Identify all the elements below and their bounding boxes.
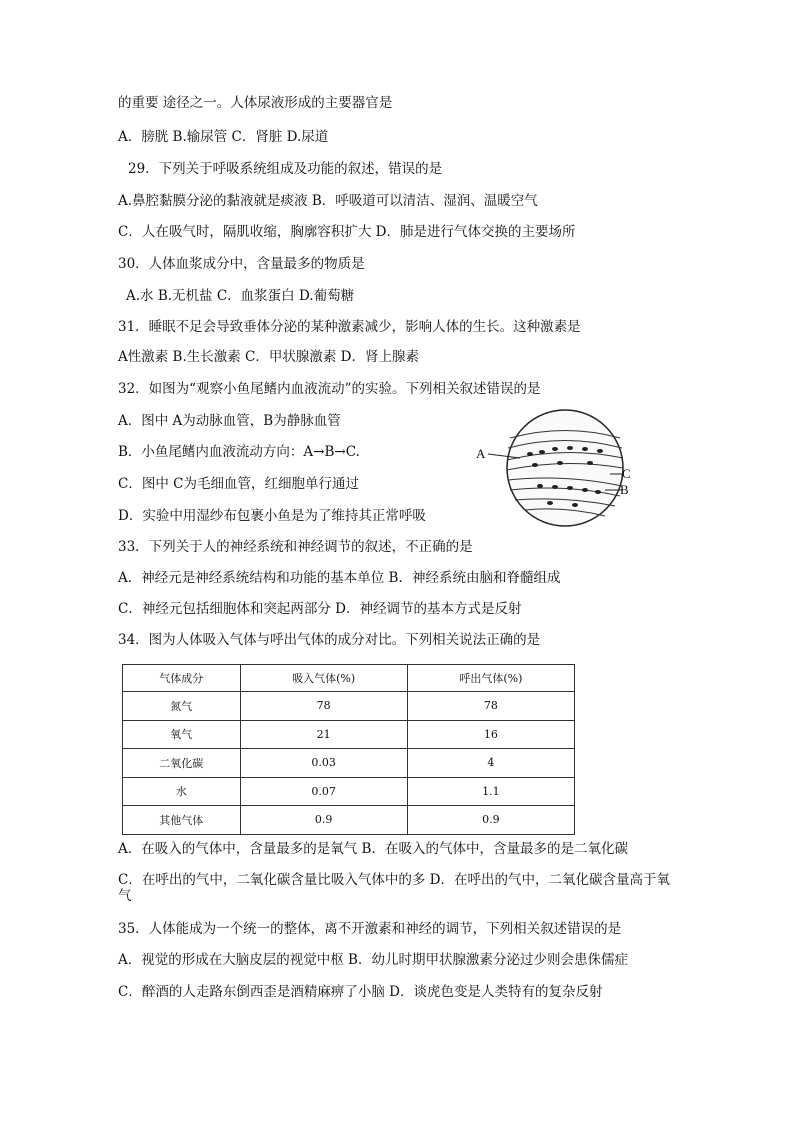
question-line: C．人在吸气时，隔肌收缩，胸廓容积扩大 D．肺是进行气体交换的主要场所 <box>118 224 576 240</box>
table-row <box>123 749 575 778</box>
table-row <box>123 777 575 806</box>
table-header-row <box>123 665 575 692</box>
question-line: 32．如图为“观察小鱼尾鳍内血液流动”的实验。下列相关叙述错误的是 <box>118 381 541 397</box>
table-header: 气体成分 <box>123 665 241 692</box>
question-line: A．神经元是神经系统结构和功能的基本单位 B．神经系统由脑和脊髓组成 <box>118 570 561 586</box>
table-cell: 1.1 <box>407 777 574 806</box>
question-line: C．在呼出的气中，二氧化碳含量比吸入气体中的多 D．在呼出的气中，二氧化碳含量高于氧气 <box>118 872 670 904</box>
table-row <box>123 720 575 749</box>
question-line: 33．下列关于人的神经系统和神经调节的叙述，不正确的是 <box>118 539 473 555</box>
figure-label-c: C <box>622 466 631 481</box>
question-line: A．在吸入的气体中，含量最多的是氧气 B．在吸入的气体中，含量最多的是二氧化碳 <box>118 841 628 857</box>
question-line: 的重要 途径之一。人体尿液形成的主要器官是 <box>118 95 393 111</box>
question-line: B．小鱼尾鳍内血液流动方向：A→B→C. <box>118 444 360 460</box>
question-line: 31．睡眠不足会导致垂体分泌的某种激素减少，影响人体的生长。这种激素是 <box>118 319 581 335</box>
table-header: 吸入气体(%) <box>240 665 407 692</box>
fish-tail-blood-flow-figure <box>470 408 640 528</box>
table-row <box>123 692 575 721</box>
table-cell: 二氧化碳 <box>123 749 241 778</box>
figure-label-b: B <box>620 482 629 497</box>
gas-composition-table <box>122 664 575 835</box>
question-line: A．图中 A为动脉血管，B为静脉血管 <box>118 413 341 429</box>
question-line: A.鼻腔黏膜分泌的黏液就是痰液 B．呼吸道可以清洁、湿润、温暖空气 <box>118 193 538 209</box>
table-cell: 0.03 <box>240 749 407 778</box>
question-line: A．膀胱 B.输尿管 C．肾脏 D.尿道 <box>118 129 329 145</box>
table-row <box>123 806 575 835</box>
figure-label-a: A <box>476 446 486 461</box>
table-header: 呼出气体(%) <box>407 665 574 692</box>
question-line: A.水 B.无机盐 C．血浆蛋白 D.葡萄糖 <box>126 288 355 304</box>
table-cell: 16 <box>407 720 574 749</box>
table-cell: 4 <box>407 749 574 778</box>
question-line: D．实验中用湿纱布包裹小鱼是为了维持其正常呼吸 <box>118 508 426 524</box>
table-cell: 氧气 <box>123 720 241 749</box>
question-line: 34．图为人体吸入气体与呼出气体的成分对比。下列相关说法正确的是 <box>118 632 541 648</box>
table-cell: 水 <box>123 777 241 806</box>
table-cell: 78 <box>407 692 574 721</box>
table-cell: 其他气体 <box>123 806 241 835</box>
question-line: C．醉酒的人走路东倒西歪是酒精麻痹了小脑 D．谈虎色变是人类特有的复杂反射 <box>118 984 603 1000</box>
table-cell: 0.9 <box>240 806 407 835</box>
question-line: 35．人体能成为一个统一的整体，离不开激素和神经的调节，下列相关叙述错误的是 <box>118 921 622 937</box>
table-cell: 0.07 <box>240 777 407 806</box>
question-line: 29．下列关于呼吸系统组成及功能的叙述，错误的是 <box>128 161 443 177</box>
microscope-view-illustration <box>470 408 640 528</box>
question-line: C．神经元包括细胞体和突起两部分 D．神经调节的基本方式是反射 <box>118 601 522 617</box>
question-line: 30．人体血浆成分中，含量最多的物质是 <box>118 256 365 272</box>
table-cell: 0.9 <box>407 806 574 835</box>
question-line: A性激素 B.生长激素 C．甲状腺激素 D．肾上腺素 <box>118 349 419 365</box>
table-cell: 21 <box>240 720 407 749</box>
question-line: A．视觉的形成在大脑皮层的视觉中枢 B．幼儿时期甲状腺激素分泌过少则会患侏儒症 <box>118 952 628 968</box>
table-cell: 78 <box>240 692 407 721</box>
table-cell: 氮气 <box>123 692 241 721</box>
question-line: C．图中 C为毛细血管，红细胞单行通过 <box>118 476 359 492</box>
